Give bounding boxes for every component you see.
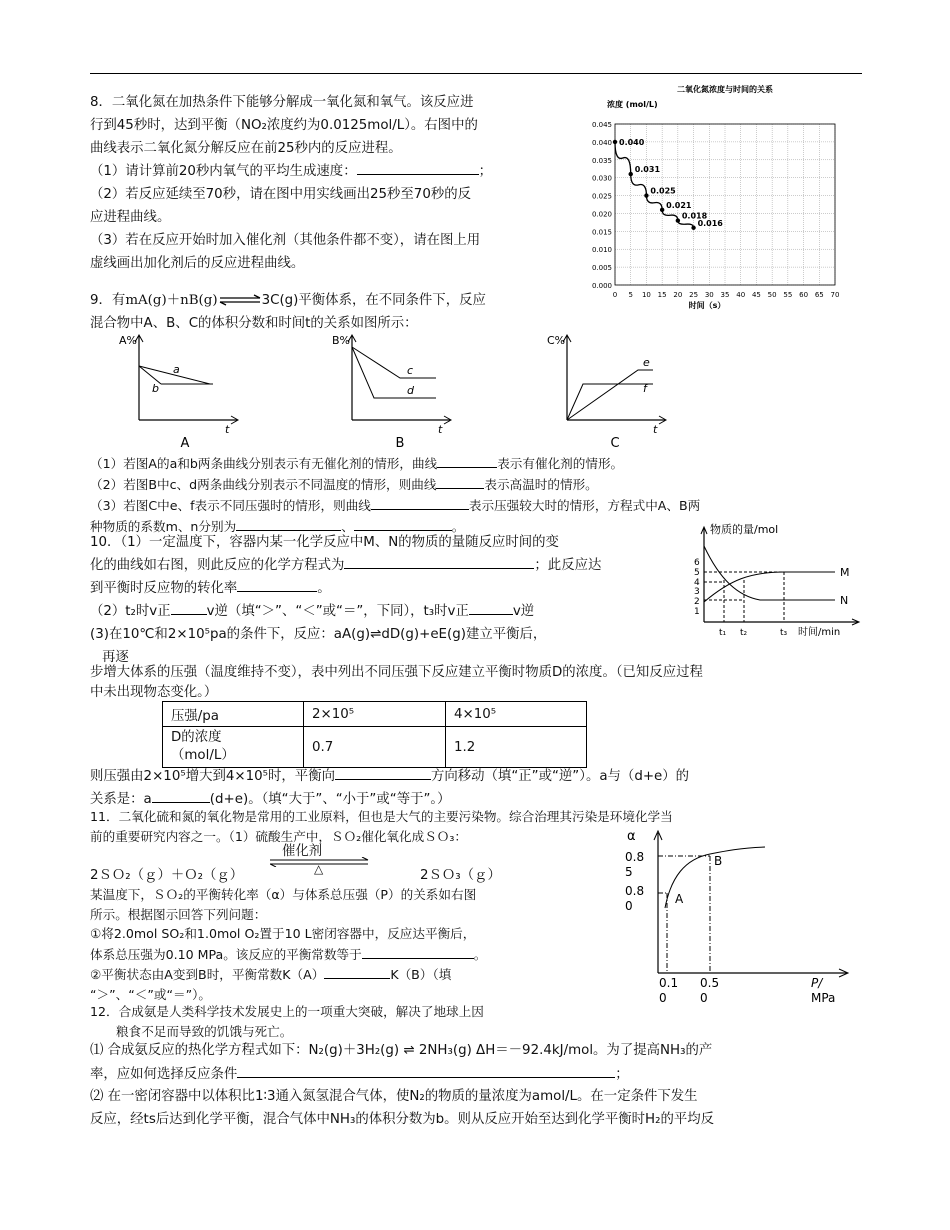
- svg-text:t: t: [438, 423, 443, 436]
- q11-line2: 前的重要研究内容之一。（1）硫酸生产中，ＳＯ₂催化氧化成ＳＯ₃：: [90, 829, 468, 844]
- x-tick-label: 55: [783, 291, 793, 299]
- answer-blank: [237, 1063, 615, 1078]
- svg-text:C%: C%: [547, 334, 566, 347]
- equilibrium-arrow-icon: [218, 294, 262, 306]
- chart-xlabel: 时间（s）: [688, 301, 726, 310]
- curve-c: [352, 347, 436, 378]
- q9-part1: （1）若图A的a和b两条曲线分别表示有无催化剂的情形，曲线 表示有催化剂的情形。: [90, 453, 870, 474]
- x-tick-label: 50: [767, 291, 777, 299]
- q10-line4: （2）t₂时v正 v逆（填“＞”、“＜”或“＝”，下同），t₃时v正 v逆: [90, 600, 690, 623]
- svg-text:e: e: [643, 356, 650, 369]
- q12-text: [90, 1002, 870, 1042]
- y-tick-label: 0.025: [591, 192, 612, 201]
- q9-line1: 9．有mA(g)＋nB(g) 3C(g)平衡体系，在不同条件下，反应: [90, 293, 486, 308]
- q10-line2: 化的曲线如右图，则此反应的化学方程式为 ；此反应达: [90, 554, 690, 577]
- svg-text:A: A: [180, 436, 190, 450]
- svg-text:P/: P/: [811, 976, 823, 990]
- y-tick-label: 0.020: [591, 210, 612, 219]
- data-label: 0.021: [666, 200, 692, 210]
- svg-text:A: A: [675, 892, 684, 906]
- q10-line10: 关系是：a (d+e)。（填“大于”、“小于”或“等于”。）: [90, 788, 870, 811]
- svg-text:4: 4: [694, 578, 700, 588]
- q10-line9: 则压强由2×10⁵增大到4×10⁵时，平衡向 方向移动（填“正”或“逆”）。a与（d+e）的: [90, 765, 870, 788]
- x-tick-label: 45: [751, 291, 761, 299]
- svg-text:d: d: [407, 384, 414, 397]
- svg-text:a: a: [173, 363, 180, 376]
- q11-line4: 某温度下，ＳＯ₂的平衡转化率（α）与体系总压强（P）的关系如右图: [90, 887, 477, 902]
- q10-line5: (3)在10℃和2×10⁵pa的条件下，反应：aA(g)⇌dD(g)+eE(g)建立平衡后，: [90, 627, 547, 642]
- x-tick-labels: [613, 291, 840, 299]
- x-tick-label: 20: [673, 291, 683, 299]
- header-rule: [90, 73, 862, 74]
- data-point: [644, 193, 648, 197]
- svg-text:2: 2: [694, 597, 700, 607]
- svg-text:t₃: t₃: [780, 628, 788, 638]
- svg-text:B: B: [714, 854, 723, 868]
- svg-text:M: M: [840, 566, 850, 579]
- svg-text:0: 0: [625, 899, 633, 913]
- q12-line4: 率，应如何选择反应条件 ；: [90, 1063, 870, 1087]
- svg-text:MPa: MPa: [811, 991, 836, 1005]
- data-label: 0.031: [634, 165, 661, 175]
- svg-text:B: B: [395, 436, 405, 450]
- answer-blank: [362, 944, 474, 959]
- answer-blank: [344, 554, 534, 569]
- q12-text-2: [90, 1040, 870, 1131]
- y-tick-label: 0.010: [591, 246, 612, 255]
- graph-c: [543, 330, 673, 450]
- data-point: [676, 218, 680, 222]
- svg-text:物质的量/mol: 物质的量/mol: [710, 523, 779, 536]
- svg-text:0: 0: [700, 991, 708, 1005]
- q10-line6: 再逐: [102, 650, 129, 665]
- svg-text:时间/min: 时间/min: [798, 627, 841, 638]
- svg-text:0.5: 0.5: [700, 976, 720, 990]
- q10-line7: 步增大体系的压强（温度维持不变），表中列出不同压强下反应建立平衡时物质D的浓度。（已知反应过程: [90, 665, 703, 680]
- alpha-pressure-graph: [615, 825, 855, 1010]
- svg-text:C: C: [610, 436, 620, 450]
- q9-part3-cont: 种物质的系数m、n分别为 、 。: [90, 516, 870, 537]
- x-tick-label: 0: [612, 291, 618, 299]
- svg-text:1: 1: [694, 607, 700, 617]
- svg-text:t: t: [653, 423, 658, 436]
- svg-text:0.8: 0.8: [625, 850, 645, 864]
- q11-line9: “＞”、“＜”或“＝”）。: [90, 986, 212, 1002]
- q10-text-3: [90, 765, 870, 811]
- answer-blank: [371, 495, 469, 510]
- table-cell: 1.2: [446, 727, 587, 768]
- q8-part1: （1）请计算前20秒内氧气的平均生成速度： ；: [90, 160, 570, 183]
- q11-line1: 11．二氧化硫和氮的氧化物是常用的工业原料，但也是大气的主要污染物。综合治理其污染是环境化学当: [90, 809, 673, 824]
- x-tick-label: 65: [814, 291, 824, 299]
- table-header: 压强/pa: [163, 702, 304, 727]
- answer-blank: [236, 516, 341, 531]
- svg-text:3: 3: [694, 587, 700, 597]
- x-tick-label: 40: [736, 291, 746, 299]
- data-point: [660, 208, 664, 212]
- table-header: 4×10⁵: [446, 702, 587, 727]
- q11-line8: ②平衡状态由A变到B时，平衡常数K（A） K（B）（填: [90, 964, 610, 985]
- y-tick-label: 0.045: [591, 121, 612, 129]
- q11-line7: 体系总压强为0.10 MPa。该反应的平衡常数等于 。: [90, 944, 610, 965]
- q9-part3: （3）若图C中e、f表示不同压强时的情形，则曲线 表示压强较大时的情形，方程式中A、B两: [90, 495, 870, 516]
- svg-text:0: 0: [659, 991, 667, 1005]
- answer-blank: [152, 788, 210, 803]
- svg-text:t₁: t₁: [719, 628, 727, 638]
- chart-grid: [615, 124, 835, 285]
- q12-line5: ⑵ 在一密闭容器中以体积比1∶3通入氮氢混合气体，使N₂的物质的量浓度为amol/L。在一定条件下发生: [90, 1089, 698, 1104]
- q8-part3a: （3）若在反应开始时加入催化剂（其他条件都不变），请在图上用: [90, 233, 481, 248]
- table-row-label: D的浓度 （mol/L）: [163, 727, 304, 768]
- y-tick-label: 0.000: [591, 282, 612, 290]
- answer-blank: [237, 577, 317, 592]
- q8-line3: 曲线表示二氧化氮分解反应在前25秒内的反应进程。: [90, 141, 402, 156]
- no2-concentration-chart: [575, 80, 855, 312]
- q12-line1: 12．合成氨是人类科学技术发展史上的一项重大突破，解决了地球上因: [90, 1004, 484, 1019]
- table-header: 2×10⁵: [304, 702, 446, 727]
- q9-text: [90, 289, 570, 335]
- y-tick-labels: [592, 121, 612, 290]
- y-tick-label: 0.030: [591, 174, 612, 183]
- svg-text:f: f: [643, 382, 647, 395]
- chart-title: 二氧化氮浓度与时间的关系: [677, 85, 773, 94]
- data-label: 0.040: [619, 137, 645, 147]
- svg-text:5: 5: [694, 568, 700, 578]
- svg-text:α: α: [627, 829, 636, 844]
- data-label: 0.016: [697, 218, 723, 228]
- data-point: [691, 226, 695, 230]
- q8-part2b: 应进程曲线。: [90, 210, 171, 225]
- y-tick-label: 0.015: [591, 228, 612, 237]
- x-tick-label: 25: [689, 291, 699, 299]
- graph-a: [115, 330, 245, 450]
- q12-line2: 粮食不足而导致的饥饿与死亡。: [116, 1024, 293, 1039]
- q11-line6: ①将2.0mol SO₂和1.0mol O₂置于10 L密闭容器中，反应达平衡后，: [90, 926, 476, 941]
- graph-b: [328, 330, 458, 450]
- chart-ylabel: 浓度 (mol/L): [607, 100, 658, 109]
- q11-text-2: [90, 885, 610, 1004]
- q9-line2: 混合物中A、B、C的体积分数和时间t的关系如图所示：: [90, 316, 418, 331]
- svg-text:c: c: [407, 364, 414, 377]
- svg-text:B%: B%: [332, 334, 350, 347]
- curve-f: [567, 370, 653, 420]
- q10-text-2: [90, 663, 870, 703]
- svg-text:t₂: t₂: [740, 628, 748, 638]
- q10-line8: 中未出现物态变化。）: [90, 685, 218, 700]
- data-label: 0.018: [681, 211, 708, 221]
- svg-text:N: N: [840, 594, 849, 607]
- answer-blank: [171, 600, 207, 615]
- data-point: [629, 172, 633, 176]
- answer-blank: [324, 964, 390, 979]
- svg-text:0.8: 0.8: [625, 884, 645, 898]
- x-tick-label: 10: [641, 291, 651, 299]
- x-tick-label: 70: [830, 291, 840, 299]
- q9-part2: （2）若图B中c、d两条曲线分别表示不同温度的情形，则曲线 表示高温时的情形。: [90, 474, 870, 495]
- svg-text:t: t: [225, 423, 230, 436]
- x-tick-label: 60: [799, 291, 809, 299]
- answer-blank: [436, 474, 484, 489]
- q8-part3b: 虚线画出加化剂后的反应进程曲线。: [90, 256, 305, 271]
- svg-text:b: b: [152, 382, 159, 395]
- y-tick-label: 0.035: [591, 156, 612, 165]
- data-point: [613, 140, 617, 144]
- svg-text:0.1: 0.1: [659, 976, 679, 990]
- q8-part2a: （2）若反应延续至70秒，请在图中用实线画出25秒至70秒的反: [90, 187, 472, 202]
- q10-line1: 10．（1）一定温度下，容器内某一化学反应中M、N的物质的量随反应时间的变: [90, 535, 559, 550]
- q10-line3: 到平衡时反应物的转化率 。: [90, 577, 690, 600]
- answer-blank: [469, 600, 513, 615]
- svg-text:5: 5: [625, 865, 633, 879]
- mn-amount-graph: [690, 520, 865, 645]
- x-tick-label: 5: [628, 291, 633, 299]
- q12-line3: ⑴ 合成氨反应的热化学方程式如下：N₂(g)＋3H₂(g) ⇌ 2NH₃(g) ΔH＝－92.4kJ/mol。为了提高NH₃的产: [90, 1043, 713, 1058]
- table-cell: 0.7: [304, 727, 446, 768]
- svg-text:6: 6: [694, 558, 700, 568]
- data-label: 0.025: [650, 186, 676, 196]
- x-tick-label: 35: [720, 291, 730, 299]
- q11-line5: 所示。根据图示回答下列问题：: [90, 906, 267, 922]
- answer-blank: [335, 765, 431, 780]
- x-tick-label: 30: [704, 291, 714, 299]
- y-tick-label: 0.005: [591, 264, 612, 273]
- q12-line6: 反应，经ts后达到化学平衡，混合气体中NH₃的体积分数为b。则从反应开始至达到化学平衡时H₂的平均反: [90, 1111, 715, 1127]
- q8-line1: 8．二氧化氮在加热条件下能够分解成一氧化氮和氧气。该反应进: [90, 95, 474, 110]
- x-tick-label: 15: [657, 291, 667, 299]
- pressure-table: [162, 701, 587, 768]
- data-points: [613, 138, 724, 230]
- q10-text: [90, 531, 690, 669]
- answer-blank: [437, 453, 497, 468]
- answer-blank: [357, 160, 479, 175]
- svg-text:A%: A%: [119, 334, 137, 347]
- q8-text: [90, 91, 570, 275]
- q11-equation: 催化剂 △ 2ＳＯ₂（ｇ）＋Ｏ₂（ｇ） 2ＳＯ₃（ｇ）: [90, 844, 501, 883]
- q8-line2: 行到45秒时，达到平衡（NO₂浓度约为0.0125mol/L）。右图中的: [90, 118, 478, 133]
- answer-blank: [354, 516, 452, 531]
- y-tick-label: 0.040: [591, 138, 612, 147]
